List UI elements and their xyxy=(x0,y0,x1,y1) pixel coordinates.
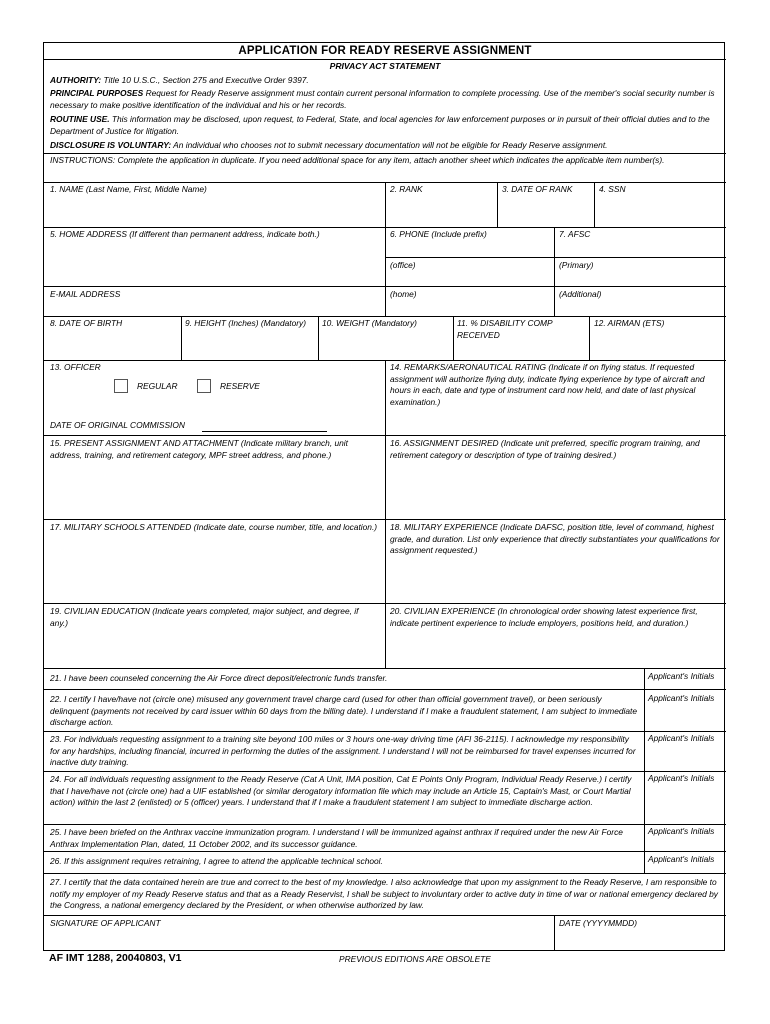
cert-26-initials[interactable]: Applicant's Initials xyxy=(648,854,715,864)
form-id: AF IMT 1288, 20040803, V1 xyxy=(49,952,182,964)
civilian-education-label: 19. CIVILIAN EDUCATION (Indicate years completed, major subject, and degree, if any.) xyxy=(50,606,359,628)
height-label: 9. HEIGHT (Inches) (Mandatory) xyxy=(185,318,307,328)
cert-22-initials[interactable]: Applicant's Initials xyxy=(648,693,715,703)
divider xyxy=(44,435,726,436)
cert-21-initials[interactable]: Applicant's Initials xyxy=(648,671,715,681)
name-field[interactable] xyxy=(46,195,382,225)
airman-label: 12. AIRMAN (ETS) xyxy=(594,318,665,328)
divider xyxy=(44,316,726,317)
disability-label: 11. % DISABILITY COMP RECEIVED xyxy=(457,318,553,340)
divider xyxy=(181,316,182,360)
divider xyxy=(44,824,726,825)
divider xyxy=(385,227,386,317)
authority-text: Title 10 U.S.C., Section 275 and Executive Order 9397. xyxy=(103,75,309,85)
divider xyxy=(44,851,726,852)
divider xyxy=(589,316,590,360)
dob-label: 8. DATE OF BIRTH xyxy=(50,318,123,328)
divider xyxy=(385,182,386,227)
primary-afsc-label: (Primary) xyxy=(559,260,594,270)
phone-label: 6. PHONE (Include prefix) xyxy=(390,229,487,239)
officer-label: 13. OFFICER xyxy=(50,362,101,372)
divider xyxy=(44,519,726,520)
divider xyxy=(318,316,319,360)
office-phone-label: (office) xyxy=(390,260,416,270)
purpose-text: Request for Ready Reserve assignment must contain current personal information to complete processing. Use of the member's social security number is necessary to make positive identification of the individual and his or her records. xyxy=(50,88,715,110)
date-of-rank-label: 3. DATE OF RANK xyxy=(502,184,573,194)
reserve-label: RESERVE xyxy=(220,381,260,391)
cert-27-text: 27. I certify that the data contained herein are true and correct to the best of my knowledge. I also acknowledge that upon my assignment to the Ready Reserve, I am responsible to notify my employer of my Ready Reserve status and that as a Ready Reservist, I shall be subject to involuntary order to active duty in time of war or national emergency declared by the Congress, a national emergency declared by the President, or when otherwise authorized by law. xyxy=(50,877,718,911)
divider xyxy=(594,182,595,227)
remarks-label: 14. REMARKS/AERONAUTICAL RATING (Indicate if on flying status. If requested assignment will authorize flying duty, indicate flying experience by type of aircraft and hours in each, date and type of instrument card now held, and date of last physical examination.) xyxy=(390,362,705,407)
cert-25-text: 25. I have been briefed on the Anthrax vaccine immunization program. I understand I will be immunized against anthrax if required under the new Air Force Anthrax Implementation Plan, dated, 11 October 2002, and its successor guidance. xyxy=(50,827,623,849)
authority-label: AUTHORITY: xyxy=(50,75,102,85)
divider xyxy=(44,873,726,874)
form-title: APPLICATION FOR READY RESERVE ASSIGNMENT xyxy=(238,45,532,57)
schools-label: 17. MILITARY SCHOOLS ATTENDED (Indicate date, course number, title, and location.) xyxy=(50,522,378,532)
cert-24-initials[interactable]: Applicant's Initials xyxy=(648,773,715,783)
cert-23-text: 23. For individuals requesting assignment to a training site beyond 100 miles or 3 hours one-way driving time (AFI 36-2115). I acknowledge my responsibility for any hardships, including financial, incurred in performing the duties of the assignment. I understand I will not be reimbursed for travel expenses incurred for inactive duty training. xyxy=(50,734,636,768)
commission-date-field[interactable] xyxy=(202,431,327,432)
cert-25-initials[interactable]: Applicant's Initials xyxy=(648,826,715,836)
home-address-label: 5. HOME ADDRESS (If different than permanent address, indicate both.) xyxy=(50,229,320,239)
signature-field[interactable] xyxy=(46,929,551,949)
divider xyxy=(44,731,726,732)
disclosure-text: An individual who chooses not to submit necessary documentation will not be eligible for Ready Reserve assignment. xyxy=(173,140,608,150)
divider xyxy=(554,227,555,317)
divider xyxy=(554,915,555,950)
divider xyxy=(44,603,726,604)
divider xyxy=(44,286,726,287)
routine-text: This information may be disclosed, upon request, to Federal, State, and local agencies for law enforcement purposes or in pursuit of their official duties and to the Department of Justice for litigation. xyxy=(50,114,710,136)
cert-26-text: 26. If this assignment requires retraining, I agree to attend the applicable technical school. xyxy=(50,856,383,866)
disclosure-label: DISCLOSURE IS VOLUNTARY: xyxy=(50,140,172,150)
divider xyxy=(385,257,726,258)
email-label: E-MAIL ADDRESS xyxy=(50,289,121,299)
disclosure xyxy=(50,140,726,152)
present-assignment-label: 15. PRESENT ASSIGNMENT AND ATTACHMENT (Indicate military branch, unit address, training, and retirement category, MPF street address, and phone.) xyxy=(50,438,348,460)
divider xyxy=(497,182,498,227)
cert-23-initials[interactable]: Applicant's Initials xyxy=(648,733,715,743)
regular-label: REGULAR xyxy=(137,381,178,391)
name-label: 1. NAME (Last Name, First, Middle Name) xyxy=(50,184,207,194)
routine-label: ROUTINE USE. xyxy=(50,114,110,124)
civilian-experience-label: 20. CIVILIAN EXPERIENCE (In chronological order showing latest experience first, indicate pertinent experience to include employers, positions held, and duration.) xyxy=(390,606,698,628)
divider xyxy=(44,153,726,154)
afsc-label: 7. AFSC xyxy=(559,229,591,239)
purpose-label: PRINCIPAL PURPOSES xyxy=(50,88,144,98)
instructions: INSTRUCTIONS: Complete the application in duplicate. If you need additional space for any item, attach another sheet which indicates the applicable item number(s). xyxy=(50,155,665,165)
divider xyxy=(44,771,726,772)
divider xyxy=(385,360,386,668)
regular-checkbox[interactable] xyxy=(114,379,128,393)
cert-24-text: 24. For all individuals requesting assignment to the Ready Reserve (Cat A Unit, IMA position, Cat E Points Only Program, Individual Ready Reserve.) I certify that I have/have not (circle one) had a UIF established (or similar derogatory information file which may include an Article 15, Captain's Mast, or Court Martial action) within the last 2 (enlisted) or 5 (officer) years. I understand that if I make a fraudulent statement I am subject to immediate discharge action. xyxy=(50,774,632,808)
divider xyxy=(453,316,454,360)
obsolete-notice: PREVIOUS EDITIONS ARE OBSOLETE xyxy=(339,954,491,964)
privacy-act-title: PRIVACY ACT STATEMENT xyxy=(329,61,441,71)
date-field[interactable] xyxy=(556,929,722,949)
divider xyxy=(44,915,726,916)
application-form xyxy=(43,42,725,951)
commission-date-label: DATE OF ORIGINAL COMMISSION xyxy=(50,420,185,430)
routine-use xyxy=(50,114,720,137)
divider xyxy=(44,59,726,60)
military-experience-label: 18. MILITARY EXPERIENCE (Indicate DAFSC, position title, level of command, highest grade, and duration. List only experience that directly substantiates your qualifications for assignment requested.) xyxy=(390,522,720,556)
additional-afsc-label: (Additional) xyxy=(559,289,602,299)
assignment-desired-label: 16. ASSIGNMENT DESIRED (Indicate unit preferred, specific program training, and retirement category or description of type of training desired.) xyxy=(390,438,700,460)
weight-label: 10. WEIGHT (Mandatory) xyxy=(322,318,417,328)
signature-label: SIGNATURE OF APPLICANT xyxy=(50,918,161,928)
cert-22-text: 22. I certify I have/have not (circle one) misused any government travel charge card (used for other than official government travel), or been seriously delinquent (payments not received by card issuer within 60 days from the billing date). I understand if I make a fraudulent statement, I am subject to immediate discharge action. xyxy=(50,694,638,728)
divider xyxy=(44,668,726,669)
reserve-checkbox[interactable] xyxy=(197,379,211,393)
home-phone-label: (home) xyxy=(390,289,417,299)
date-label: DATE (YYYYMMDD) xyxy=(559,918,638,928)
divider xyxy=(44,689,726,690)
principal-purposes xyxy=(50,88,720,111)
rank-label: 2. RANK xyxy=(390,184,423,194)
ssn-label: 4. SSN xyxy=(599,184,626,194)
authority-line xyxy=(50,75,309,87)
cert-21-text: 21. I have been counseled concerning the Air Force direct deposit/electronic funds transfer. xyxy=(50,673,388,683)
